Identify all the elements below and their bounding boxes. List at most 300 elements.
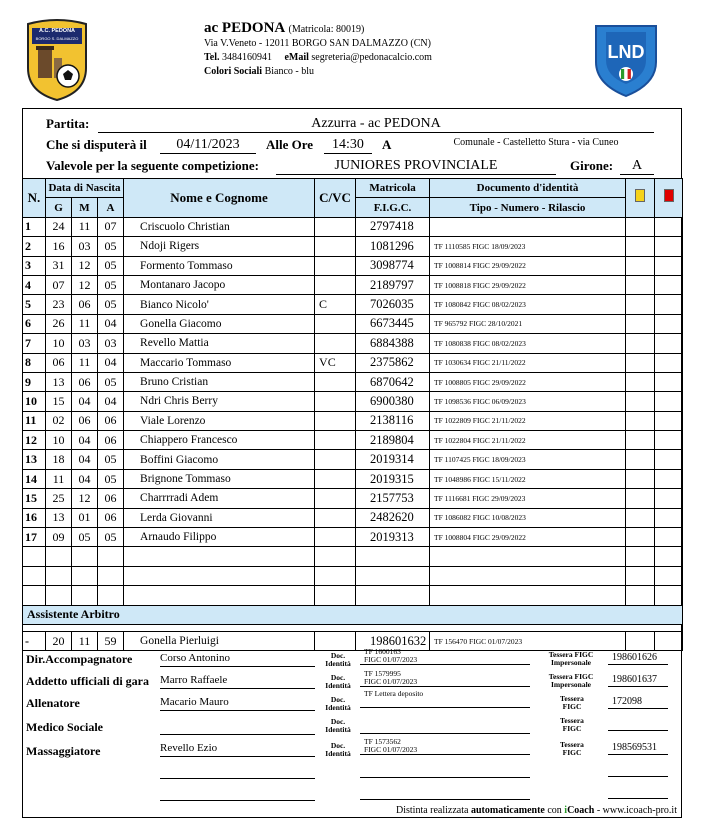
header-number: N. xyxy=(23,179,46,218)
allenatore-doc-label: Doc. Identità xyxy=(325,695,351,712)
yellow-card-cell xyxy=(626,275,655,294)
birth-day: 23 xyxy=(46,295,72,314)
time-label: Alle Ore xyxy=(266,137,314,152)
red-card-cell xyxy=(655,508,683,527)
partita-label: Partita: xyxy=(46,116,90,131)
extra-line-tessera-1 xyxy=(608,764,668,777)
yellow-card-cell xyxy=(626,372,655,391)
matricola-figc: 1081296 xyxy=(356,237,430,256)
addetto-tessera-value: 198601637 xyxy=(608,674,668,687)
massaggiatore-tessera-label: Tessera FIGC xyxy=(560,740,584,757)
birth-year: 07 xyxy=(98,217,124,236)
captain-flag xyxy=(315,528,356,547)
birth-month: 04 xyxy=(72,392,98,411)
matricola-note: (Matricola: 80019) xyxy=(288,24,365,35)
captain-flag xyxy=(315,450,356,469)
dir-accompagnatore-name: Corso Antonino xyxy=(160,652,315,667)
yellow-card-cell xyxy=(626,295,655,314)
header-yellow-card xyxy=(626,179,655,218)
birth-day: 31 xyxy=(46,256,72,275)
birth-day: 25 xyxy=(46,489,72,508)
addetto-name: Marro Raffaele xyxy=(160,674,315,689)
player-name xyxy=(124,547,315,566)
table-row xyxy=(23,353,683,372)
matricola-figc: 2019314 xyxy=(356,450,430,469)
venue-a-label: A xyxy=(382,137,392,152)
captain-flag xyxy=(315,237,356,256)
identity-document: TF 1116681 FIGC 29/09/2023 xyxy=(430,489,626,508)
birth-month: 11 xyxy=(72,314,98,333)
player-number: 13 xyxy=(23,450,46,469)
birth-day: 10 xyxy=(46,334,72,353)
birth-year: 06 xyxy=(98,431,124,450)
roster-body xyxy=(23,217,683,651)
competition-label: Valevole per la seguente competizione: xyxy=(46,158,260,173)
spacer-cell xyxy=(23,624,683,631)
venue-value: Comunale - Castelletto Stura - via Cuneo xyxy=(453,137,619,148)
extra-line-doc-1 xyxy=(360,770,530,778)
date-value: 04/11/2023 xyxy=(160,137,256,154)
identity-document: TF 1098536 FIGC 06/09/2023 xyxy=(430,392,626,411)
player-name xyxy=(124,586,315,605)
referee-section-row xyxy=(23,605,683,624)
girone-label: Girone: xyxy=(570,158,614,173)
red-card-cell xyxy=(655,631,683,650)
table-row xyxy=(23,508,683,527)
birth-year: 05 xyxy=(98,256,124,275)
captain-flag xyxy=(315,547,356,566)
table-row xyxy=(23,431,683,450)
matricola-figc: 7026035 xyxy=(356,295,430,314)
club-contacts: Tel. 3484160941 eMail segreteria@pedonacalcio.com xyxy=(204,52,432,63)
extra-line-doc-2 xyxy=(360,792,530,800)
matricola-figc: 6900380 xyxy=(356,392,430,411)
captain-flag xyxy=(315,566,356,585)
identity-document: TF 1080842 FIGC 08/02/2023 xyxy=(430,295,626,314)
player-number: 5 xyxy=(23,295,46,314)
table-row xyxy=(23,489,683,508)
captain-flag xyxy=(315,586,356,605)
player-number: 15 xyxy=(23,489,46,508)
icoach-brand: Coach xyxy=(567,805,595,816)
yellow-card-cell xyxy=(626,411,655,430)
red-card-cell xyxy=(655,314,683,333)
player-number: 17 xyxy=(23,528,46,547)
table-row xyxy=(23,256,683,275)
identity-document xyxy=(430,547,626,566)
red-card-cell xyxy=(655,489,683,508)
player-name: Montanaro Jacopo xyxy=(124,275,315,294)
birth-year: 59 xyxy=(98,631,124,650)
birth-day: 13 xyxy=(46,372,72,391)
medico-doc-label: Doc. Identità xyxy=(325,717,351,734)
birth-year: 05 xyxy=(98,528,124,547)
birth-day: 13 xyxy=(46,508,72,527)
yellow-card-cell xyxy=(626,508,655,527)
table-row xyxy=(23,295,683,314)
dir-accompagnatore-label: Dir.Accompagnatore xyxy=(26,652,133,666)
yellow-card-cell xyxy=(626,469,655,488)
player-name: Bianco Nicolo' xyxy=(124,295,315,314)
identity-document: TF 1008814 FIGC 29/09/2022 xyxy=(430,256,626,275)
medico-tessera-label: Tessera FIGC xyxy=(560,716,584,733)
yellow-card-cell xyxy=(626,566,655,585)
matricola-figc: 6870642 xyxy=(356,372,430,391)
birth-day: 16 xyxy=(46,237,72,256)
header-figc: F.I.G.C. xyxy=(356,198,430,217)
birth-month: 06 xyxy=(72,411,98,430)
yellow-card-cell xyxy=(626,431,655,450)
birth-year xyxy=(98,586,124,605)
red-card-cell xyxy=(655,528,683,547)
player-number: 7 xyxy=(23,334,46,353)
matricola-figc: 2189804 xyxy=(356,431,430,450)
captain-flag xyxy=(315,631,356,650)
table-row xyxy=(23,392,683,411)
header-g: G xyxy=(46,198,72,217)
lnd-logo xyxy=(592,22,660,98)
identity-document: TF 1080838 FIGC 08/02/2023 xyxy=(430,334,626,353)
birth-day: 24 xyxy=(46,217,72,236)
footer-credit: Distinta realizzata automaticamente con iCoach - www.icoach-pro.it xyxy=(396,805,677,816)
red-card-cell xyxy=(655,275,683,294)
captain-flag xyxy=(315,314,356,333)
header-dob: Data di Nascita xyxy=(46,179,124,198)
birth-year: 06 xyxy=(98,411,124,430)
medico-doc-value xyxy=(360,718,530,734)
player-name: Boffini Giacomo xyxy=(124,450,315,469)
red-card-cell xyxy=(655,237,683,256)
table-row xyxy=(23,334,683,353)
identity-document: TF 1086082 FIGC 10/08/2023 xyxy=(430,508,626,527)
allenatore-name: Macario Mauro xyxy=(160,696,315,711)
extra-line-tessera-2 xyxy=(608,786,668,799)
dir-doc-value: TF 1600163 FIGC 01/07/2023 xyxy=(360,648,530,665)
birth-year: 03 xyxy=(98,334,124,353)
roster-table xyxy=(22,178,683,651)
header-m: M xyxy=(72,198,98,217)
birth-day xyxy=(46,547,72,566)
birth-day: 02 xyxy=(46,411,72,430)
matricola-figc xyxy=(356,566,430,585)
matricola-figc: 6673445 xyxy=(356,314,430,333)
player-number: 4 xyxy=(23,275,46,294)
birth-day xyxy=(46,586,72,605)
player-name: Criscuolo Christian xyxy=(124,217,315,236)
birth-year: 05 xyxy=(98,450,124,469)
player-name: Ndri Chris Berry xyxy=(124,392,315,411)
matricola-figc: 2482620 xyxy=(356,508,430,527)
table-row xyxy=(23,469,683,488)
medico-label: Medico Sociale xyxy=(26,720,103,734)
captain-flag xyxy=(315,508,356,527)
time-value: 14:30 xyxy=(324,137,372,154)
red-card-cell xyxy=(655,450,683,469)
yellow-card-cell xyxy=(626,334,655,353)
club-logo xyxy=(24,18,90,102)
identity-document: TF 1008804 FIGC 29/09/2022 xyxy=(430,528,626,547)
table-row xyxy=(23,566,683,585)
referee-section-label: Assistente Arbitro xyxy=(23,605,683,624)
player-name: Maccario Tommaso xyxy=(124,353,315,372)
table-row xyxy=(23,217,683,236)
yellow-card-cell xyxy=(626,528,655,547)
medico-tessera-value xyxy=(608,718,668,731)
captain-flag xyxy=(315,217,356,236)
addetto-label: Addetto ufficiali di gara xyxy=(26,674,149,688)
birth-year: 05 xyxy=(98,237,124,256)
table-row xyxy=(23,314,683,333)
player-number: 8 xyxy=(23,353,46,372)
birth-month: 12 xyxy=(72,256,98,275)
player-number: 10 xyxy=(23,392,46,411)
yellow-card-cell xyxy=(626,237,655,256)
club-name: ac PEDONA xyxy=(204,20,286,36)
player-name: Chiappero Francesco xyxy=(124,431,315,450)
identity-document xyxy=(430,566,626,585)
partita-value: Azzurra - ac PEDONA xyxy=(98,116,654,133)
allenatore-doc-value: TF Lettera deposito xyxy=(360,690,530,708)
header-doc-detail: Tipo - Numero - Rilascio xyxy=(430,198,626,217)
player-name: Lerda Giovanni xyxy=(124,508,315,527)
lnd-logo-text: LND xyxy=(607,42,645,62)
identity-document: TF 1030634 FIGC 21/11/2022 xyxy=(430,353,626,372)
spacer-row xyxy=(23,624,683,631)
player-number: - xyxy=(23,631,46,650)
player-name: Gonella Pierluigi xyxy=(124,631,315,650)
addetto-tessera-label: Tessera FIGC Impersonale xyxy=(548,672,594,689)
player-number: 9 xyxy=(23,372,46,391)
birth-day: 15 xyxy=(46,392,72,411)
yellow-card-cell xyxy=(626,217,655,236)
captain-flag xyxy=(315,469,356,488)
yellow-card-cell xyxy=(626,586,655,605)
massaggiatore-tessera-value: 198569531 xyxy=(608,742,668,755)
player-number xyxy=(23,547,46,566)
identity-document: TF 965792 FIGC 28/10/2021 xyxy=(430,314,626,333)
club-info xyxy=(204,20,432,79)
dir-doc-label: Doc. Identità xyxy=(325,651,351,668)
player-number: 1 xyxy=(23,217,46,236)
table-row xyxy=(23,547,683,566)
extra-line-name-2 xyxy=(160,786,315,801)
table-row xyxy=(23,528,683,547)
massaggiatore-doc-label: Doc. Identità xyxy=(325,741,351,758)
red-card-cell xyxy=(655,547,683,566)
player-number: 3 xyxy=(23,256,46,275)
birth-month: 05 xyxy=(72,528,98,547)
yellow-card-icon xyxy=(635,189,645,202)
table-row xyxy=(23,411,683,430)
birth-year xyxy=(98,547,124,566)
birth-month: 04 xyxy=(72,450,98,469)
birth-day: 18 xyxy=(46,450,72,469)
massaggiatore-label: Massaggiatore xyxy=(26,744,101,758)
player-number xyxy=(23,566,46,585)
red-card-cell xyxy=(655,411,683,430)
yellow-card-cell xyxy=(626,489,655,508)
header-red-card xyxy=(655,179,683,218)
matricola-figc: 2019313 xyxy=(356,528,430,547)
player-number: 14 xyxy=(23,469,46,488)
identity-document: TF 1107425 FIGC 18/09/2023 xyxy=(430,450,626,469)
birth-month: 12 xyxy=(72,489,98,508)
player-number: 2 xyxy=(23,237,46,256)
player-name: Revello Mattia xyxy=(124,334,315,353)
birth-month: 06 xyxy=(72,295,98,314)
red-card-cell xyxy=(655,372,683,391)
player-number: 6 xyxy=(23,314,46,333)
table-row xyxy=(23,586,683,605)
captain-flag xyxy=(315,411,356,430)
identity-document: TF 156470 FIGC 01/07/2023 xyxy=(430,631,626,650)
birth-day xyxy=(46,566,72,585)
birth-day: 06 xyxy=(46,353,72,372)
identity-document: TF 1022809 FIGC 21/11/2022 xyxy=(430,411,626,430)
birth-month: 04 xyxy=(72,431,98,450)
birth-year: 04 xyxy=(98,353,124,372)
club-logo-subtext: BORGO S. DALMAZZO xyxy=(35,36,79,41)
yellow-card-cell xyxy=(626,256,655,275)
birth-year: 06 xyxy=(98,489,124,508)
birth-month: 11 xyxy=(72,217,98,236)
player-name: Arnaudo Filippo xyxy=(124,528,315,547)
birth-month xyxy=(72,547,98,566)
birth-year: 04 xyxy=(98,314,124,333)
medico-name xyxy=(160,720,315,735)
player-number: 12 xyxy=(23,431,46,450)
massaggiatore-doc-value: TF 1573562 FIGC 01/07/2023 xyxy=(360,738,530,755)
player-name: Viale Lorenzo xyxy=(124,411,315,430)
matricola-figc: 6884388 xyxy=(356,334,430,353)
captain-flag xyxy=(315,431,356,450)
girone-value: A xyxy=(620,158,654,175)
captain-flag: C xyxy=(315,295,356,314)
yellow-card-cell xyxy=(626,353,655,372)
yellow-card-cell xyxy=(626,450,655,469)
dir-tessera-value: 198601626 xyxy=(608,652,668,665)
birth-year: 06 xyxy=(98,508,124,527)
captain-flag xyxy=(315,392,356,411)
player-name: Gonella Giacomo xyxy=(124,314,315,333)
birth-month: 04 xyxy=(72,469,98,488)
header-name: Nome e Cognome xyxy=(124,179,315,218)
birth-month: 06 xyxy=(72,372,98,391)
birth-day: 10 xyxy=(46,431,72,450)
identity-document xyxy=(430,586,626,605)
yellow-card-cell xyxy=(626,631,655,650)
player-name: Brignone Tommaso xyxy=(124,469,315,488)
captain-flag xyxy=(315,489,356,508)
birth-day: 20 xyxy=(46,631,72,650)
birth-year: 05 xyxy=(98,469,124,488)
captain-flag xyxy=(315,256,356,275)
header-document: Documento d'identità xyxy=(430,179,626,198)
red-card-icon xyxy=(664,189,674,202)
birth-day: 26 xyxy=(46,314,72,333)
red-card-cell xyxy=(655,256,683,275)
table-row xyxy=(23,237,683,256)
player-name xyxy=(124,566,315,585)
identity-document: TF 1110585 FIGC 18/09/2023 xyxy=(430,237,626,256)
identity-document xyxy=(430,217,626,236)
yellow-card-cell xyxy=(626,314,655,333)
addetto-doc-value: TF 1579995 FIGC 01/07/2023 xyxy=(360,670,530,687)
red-card-cell xyxy=(655,431,683,450)
club-logo-text: A.C. PEDONA xyxy=(38,28,76,34)
identity-document: TF 1048986 FIGC 15/11/2022 xyxy=(430,469,626,488)
table-row xyxy=(23,450,683,469)
club-colors: Colori Sociali Bianco - blu xyxy=(204,66,314,77)
identity-document: TF 1022804 FIGC 21/11/2022 xyxy=(430,431,626,450)
red-card-cell xyxy=(655,586,683,605)
table-row xyxy=(23,275,683,294)
matricola-figc xyxy=(356,586,430,605)
allenatore-label: Allenatore xyxy=(26,696,80,710)
captain-flag xyxy=(315,372,356,391)
matricola-figc: 2797418 xyxy=(356,217,430,236)
matricola-figc: 2157753 xyxy=(356,489,430,508)
birth-year: 05 xyxy=(98,372,124,391)
birth-month xyxy=(72,586,98,605)
matricola-figc xyxy=(356,547,430,566)
birth-day: 11 xyxy=(46,469,72,488)
player-number xyxy=(23,586,46,605)
referee-row xyxy=(23,631,683,650)
massaggiatore-name: Revello Ezio xyxy=(160,742,315,757)
allenatore-tessera-label: Tessera FIGC xyxy=(560,694,584,711)
yellow-card-cell xyxy=(626,547,655,566)
birth-month: 11 xyxy=(72,631,98,650)
yellow-card-cell xyxy=(626,392,655,411)
red-card-cell xyxy=(655,353,683,372)
player-number: 11 xyxy=(23,411,46,430)
birth-day: 09 xyxy=(46,528,72,547)
matricola-figc: 198601632 xyxy=(356,631,430,650)
identity-document: TF 1008805 FIGC 29/09/2022 xyxy=(430,372,626,391)
header-cvc: C/VC xyxy=(315,179,356,218)
birth-day: 07 xyxy=(46,275,72,294)
birth-month: 03 xyxy=(72,334,98,353)
birth-year xyxy=(98,566,124,585)
player-number: 16 xyxy=(23,508,46,527)
red-card-cell xyxy=(655,566,683,585)
captain-flag xyxy=(315,334,356,353)
birth-month xyxy=(72,566,98,585)
birth-year: 04 xyxy=(98,392,124,411)
red-card-cell xyxy=(655,295,683,314)
icoach-brand-i: i xyxy=(564,805,568,816)
allenatore-tessera-value: 172098 xyxy=(608,696,668,709)
player-name: Bruno Cristian xyxy=(124,372,315,391)
player-name: Ndoji Rigers xyxy=(124,237,315,256)
addetto-doc-label: Doc. Identità xyxy=(325,673,351,690)
date-label: Che si disputerà il xyxy=(46,137,147,152)
matricola-figc: 2189797 xyxy=(356,275,430,294)
matricola-figc: 3098774 xyxy=(356,256,430,275)
captain-flag xyxy=(315,275,356,294)
extra-line-name-1 xyxy=(160,764,315,779)
red-card-cell xyxy=(655,334,683,353)
header-a: A xyxy=(98,198,124,217)
red-card-cell xyxy=(655,469,683,488)
club-address: Via V.Veneto - 12011 BORGO SAN DALMAZZO (CN) xyxy=(204,38,431,49)
birth-month: 12 xyxy=(72,275,98,294)
table-row xyxy=(23,372,683,391)
competition-value: JUNIORES PROVINCIALE xyxy=(276,158,556,175)
matricola-figc: 2375862 xyxy=(356,353,430,372)
player-name: Charrrradi Adem xyxy=(124,489,315,508)
